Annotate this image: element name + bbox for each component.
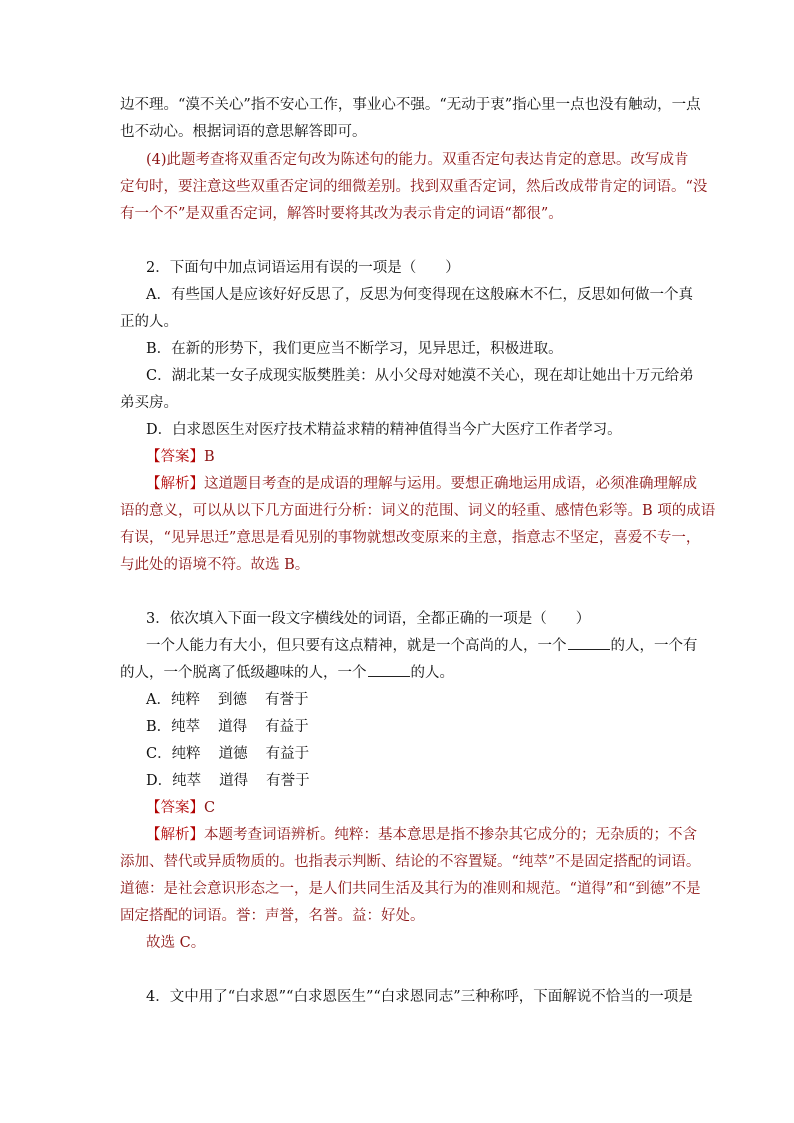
option-word: 纯粹 <box>171 746 201 762</box>
question-3-analysis-line: 添加、替代或异质物质的。也指表示判断、结论的不容置疑。“纯萃”不是固定搭配的词语。 <box>120 854 701 870</box>
question-3-option-c <box>146 741 682 767</box>
question-2-option-a-cont: 正的人。 <box>120 314 178 330</box>
question-3-option-a <box>146 687 682 713</box>
option-word: 有誉于 <box>264 692 309 708</box>
fill-blank <box>368 664 410 677</box>
passage-text: 的人，一个脱离了低级趣味的人，一个 <box>120 665 367 681</box>
analysis-text: 本题考查词语辨析。纯粹：基本意思是指不掺杂其它成分的；无杂质的；不含 <box>204 827 697 843</box>
question-4-stem: 4．文中用了“白求恩”“白求恩医生”“白求恩同志”三种称呼，下面解说不恰当的一项是 <box>146 989 693 1005</box>
option-label: C． <box>146 746 172 762</box>
question-3-passage <box>146 633 698 659</box>
analysis-item-4-line: 定句时，要注意这些双重否定词的细微差别。找到双重否定词，然后改成带肯定的词语。“没 <box>120 179 708 195</box>
analysis-text: 这道题目考查的是成语的理解与运用。要想正确地运用成语，必须准确理解成 <box>204 476 697 492</box>
question-2-analysis-line: 有误，“见异思迁”意思是看见别的事物就想改变原来的主意，指意志不坚定，喜爱不专一， <box>120 530 701 546</box>
answer-tag: 【答案】 <box>146 800 204 816</box>
analysis-tag: 【解析】 <box>146 827 204 843</box>
question-3-analysis <box>146 822 697 848</box>
question-2-option-d: D．白求恩医生对医疗技术精益求精的精神值得当今广大医疗工作者学习。 <box>146 422 622 438</box>
question-3-option-d <box>146 768 682 794</box>
option-word: 道德 <box>218 746 248 762</box>
question-3-analysis-line: 固定搭配的词语。誉：声誉，名誉。益：好处。 <box>120 908 425 924</box>
question-2-option-c: C．湖北某一女子成现实版樊胜美：从小父母对她漠不关心，现在却让她出十万元给弟 <box>146 368 694 384</box>
question-2-option-b: B．在新的形势下，我们更应当不断学习，见异思迁，积极进取。 <box>146 341 563 357</box>
option-word: 到德 <box>217 692 247 708</box>
question-3-passage-cont <box>120 660 682 686</box>
question-2-analysis-line: 语的意义，可以从以下几方面进行分析：词义的范围、词义的轻重、感情色彩等。B 项的成语 <box>120 503 716 519</box>
question-3-analysis-line: 道德：是社会意识形态之一，是人们共同生活及其行为的准则和规范。“道得”和“到德”不是 <box>120 881 701 897</box>
question-2-analysis-line: 与此处的语境不符。故选 B。 <box>120 557 310 573</box>
option-word: 道得 <box>219 773 249 789</box>
option-word: 有益于 <box>265 746 310 762</box>
question-3-stem: 3．依次填入下面一段文字横线处的词语，全都正确的一项是（ ） <box>146 611 591 627</box>
option-word: 纯粹 <box>170 692 200 708</box>
option-label: D． <box>146 773 173 789</box>
answer-tag: 【答案】 <box>146 449 204 465</box>
analysis-tag: 【解析】 <box>146 476 204 492</box>
question-3-option-b <box>146 714 682 740</box>
answer-value: C <box>204 800 216 816</box>
question-2-analysis <box>146 471 697 497</box>
option-word: 道得 <box>218 719 248 735</box>
question-2-option-c-cont: 弟买房。 <box>120 395 178 411</box>
option-word: 有誉于 <box>266 773 310 789</box>
analysis-continuation-line: 也不动心。根据词语的意思解答即可。 <box>120 124 367 140</box>
question-3-answer <box>146 795 682 821</box>
question-2-stem: 2．下面句中加点词语运用有误的一项是（ ） <box>146 260 460 276</box>
option-label: B． <box>146 719 172 735</box>
answer-value: B <box>204 449 215 465</box>
question-3-conclusion: 故选 C。 <box>146 935 206 951</box>
option-word: 有益于 <box>265 719 309 735</box>
option-word: 纯萃 <box>172 773 202 789</box>
passage-text: 的人，一个有 <box>610 638 698 654</box>
option-label: A． <box>146 692 171 708</box>
question-2-option-a: A．有些国人是应该好好反思了，反思为何变得现在这般麻木不仁，反思如何做一个真 <box>146 287 693 303</box>
analysis-item-4-line: (4)此题考查将双重否定句改为陈述句的能力。双重否定句表达肯定的意思。改写成肯 <box>146 152 689 168</box>
fill-blank <box>568 637 610 650</box>
passage-text: 一个人能力有大小，但只要有这点精神，就是一个高尚的人，一个 <box>146 638 567 654</box>
analysis-continuation-line: 边不理。“漠不关心”指不安心工作，事业心不强。“无动于衷”指心里一点也没有触动，一点 <box>120 97 701 113</box>
question-2-answer <box>146 444 682 470</box>
option-word: 纯萃 <box>171 719 201 735</box>
passage-text: 的人。 <box>410 665 454 681</box>
analysis-item-4-line: 有一个不”是双重否定词，解答时要将其改为表示肯定的词语“都很”。 <box>120 206 563 222</box>
